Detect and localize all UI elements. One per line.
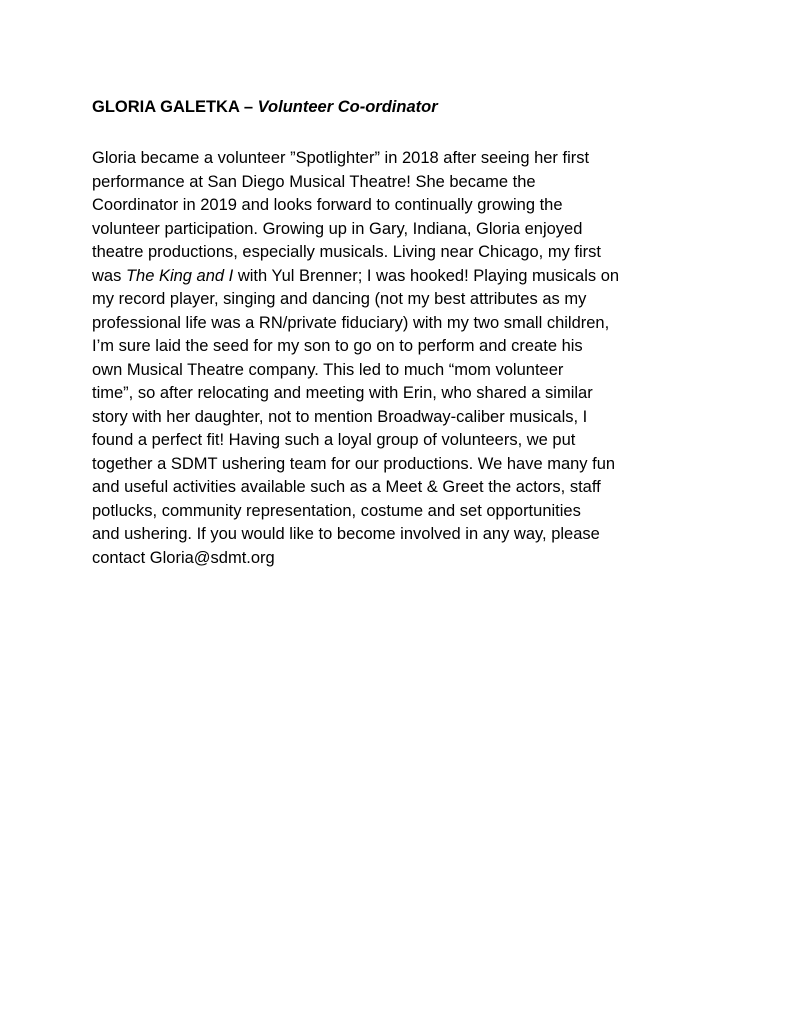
paragraph-line: and useful activities available such as a Meet & Greet the actors, staff [92, 478, 601, 496]
heading-separator: – [239, 98, 258, 116]
paragraph-line: contact Gloria@sdmt.org [92, 548, 275, 567]
line-text: was [92, 266, 126, 285]
paragraph-line: theatre productions, especially musicals. Living near Chicago, my first [92, 243, 601, 261]
bio-paragraph [92, 147, 732, 570]
paragraph-line: own Musical Theatre company. This led to much “mom volunteer [92, 360, 564, 379]
paragraph-line: Gloria became a volunteer ”Spotlighter” in 2018 after seeing her first [92, 149, 590, 167]
paragraph-line: and ushering. If you would like to become involved in any way, please [92, 525, 600, 543]
paragraph-line: potlucks, community representation, costume and set opportunities [92, 501, 581, 520]
paragraph-line: performance at San Diego Musical Theatre! She became the [92, 172, 536, 191]
paragraph-line: volunteer participation. Growing up in Gary, Indiana, Gloria enjoyed [92, 219, 583, 238]
paragraph-line: together a SDMT ushering team for our productions. We have many fun [92, 454, 616, 473]
paragraph-line: story with her daughter, not to mention Broadway-caliber musicals, I [92, 407, 588, 426]
line-text: with Yul Brenner; I was hooked! Playing musicals on [233, 266, 620, 285]
paragraph-line [92, 265, 732, 289]
paragraph-line: my record player, singing and dancing (not my best attributes as my [92, 290, 587, 308]
heading-role: Volunteer Co-ordinator [257, 98, 438, 116]
paragraph-line: Coordinator in 2019 and looks forward to continually growing the [92, 196, 563, 214]
paragraph-line: I’m sure laid the seed for my son to go on to perform and create his [92, 337, 583, 355]
paragraph-line: time”, so after relocating and meeting with Erin, who shared a similar [92, 384, 593, 402]
page-heading [92, 96, 438, 118]
paragraph-line: professional life was a RN/private fiduciary) with my two small children, [92, 313, 610, 332]
paragraph-line: found a perfect fit! Having such a loyal group of volunteers, we put [92, 431, 576, 449]
heading-name: GLORIA GALETKA [92, 98, 240, 116]
show-title: The King and I [125, 266, 234, 285]
